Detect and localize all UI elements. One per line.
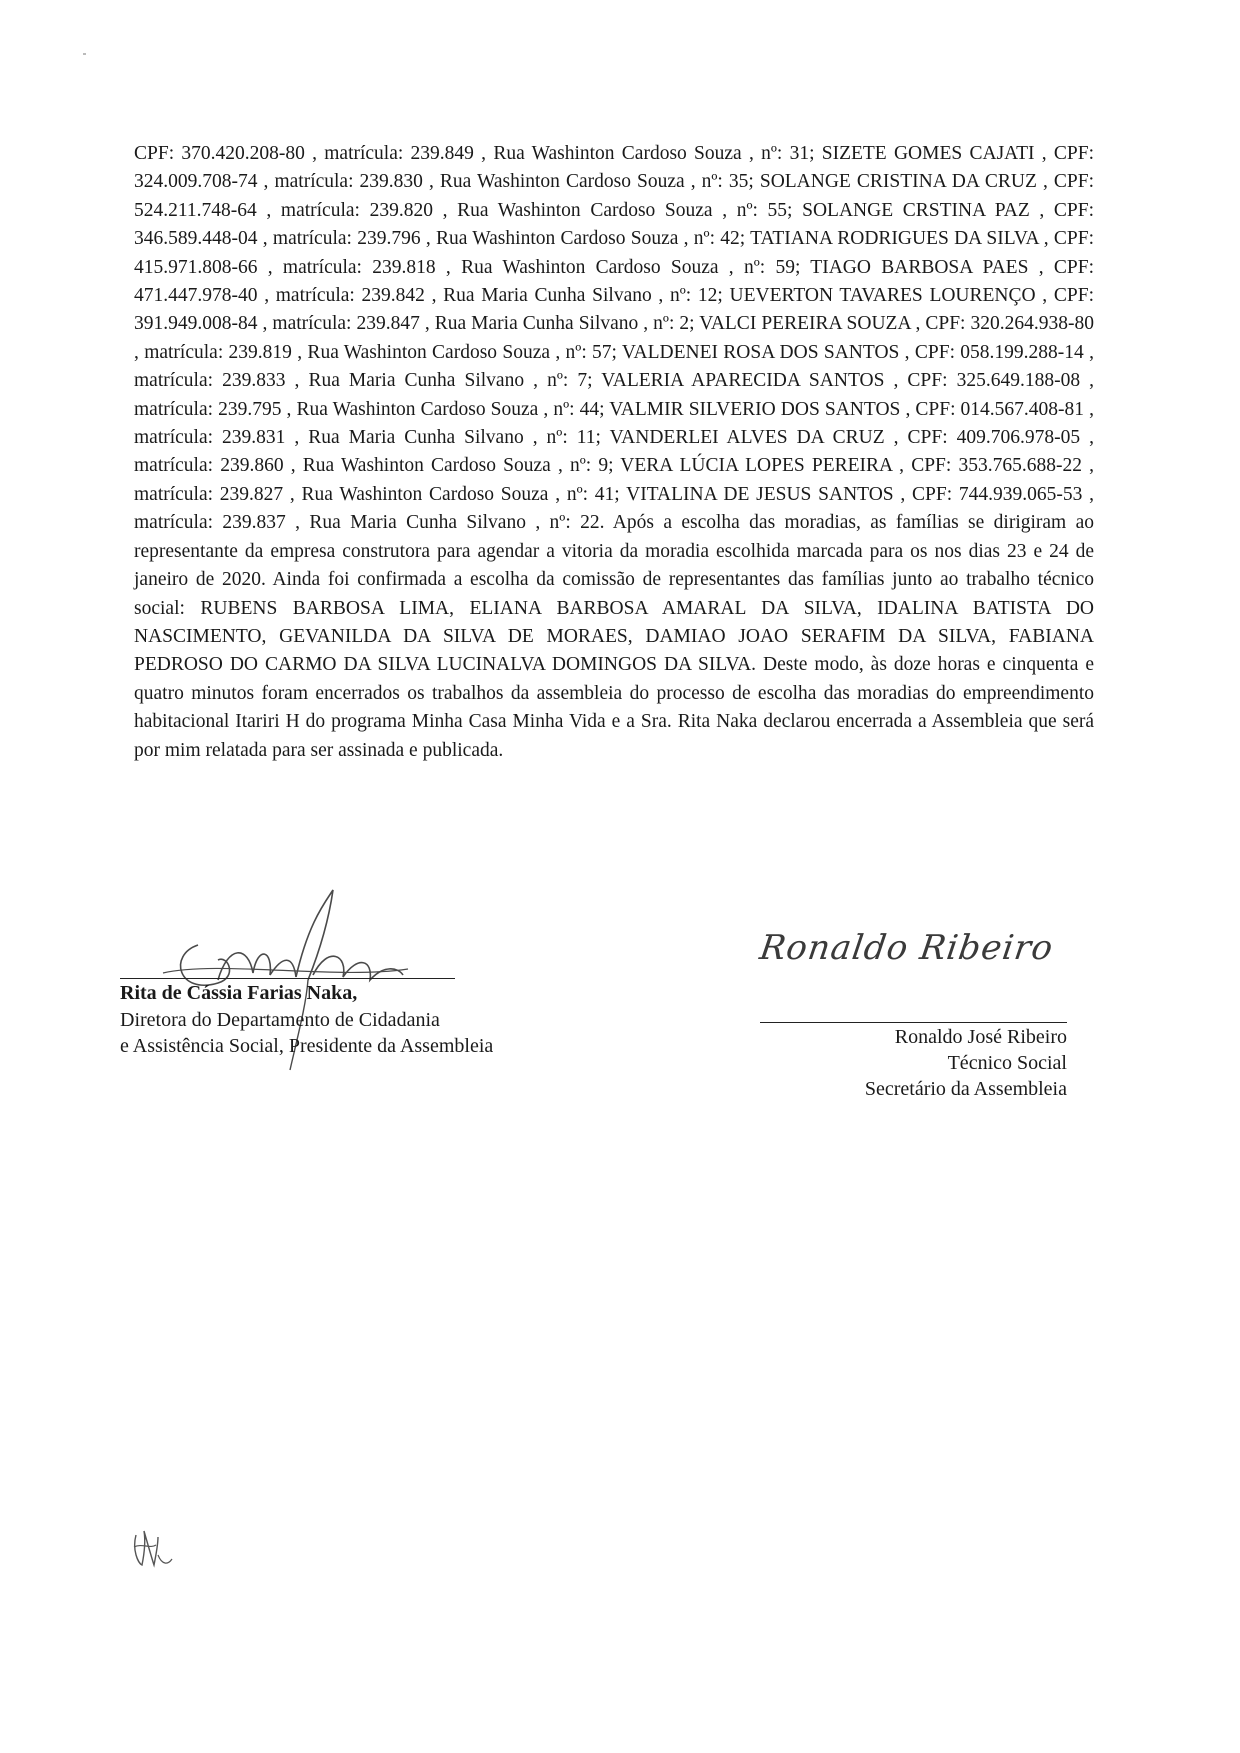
signer-role-left-line2: e Assistência Social, Presidente da Assembleia — [120, 1035, 494, 1057]
signer-name-right: Ronaldo José Ribeiro — [894, 1026, 1067, 1048]
initials-mark — [128, 1525, 178, 1570]
signature-block-right — [757, 920, 1080, 1120]
scan-speck — [83, 53, 86, 55]
signature-line-left — [120, 978, 455, 979]
handwritten-signature-right: Ronaldo Ribeiro — [757, 928, 1056, 968]
signature-line-right — [760, 1022, 1067, 1023]
body-paragraph: CPF: 370.420.208-80 , matrícula: 239.849 , Rua Washinton Cardoso Souza , nº: 31; SIZETE GOMES CAJATI , CPF: 324.009.708-74 , matrícula: 239.830 , Rua Washinton Cardoso Souza , nº: 35; SOLANGE CRISTINA DA CRUZ , CPF: 524.211.748-64 , matrícula: 239.820 , Rua Washinton Cardoso Souza , nº: 55; SOLANGE CRSTINA PAZ , CPF: 346.589.448-04 , matrícula: 239.796 , Rua Washinton Cardoso Souza , nº: 42; TATIANA RODRIGUES DA SILVA , CPF: 415.971.808-66 , matrícula: 239.818 , Rua Washinton Cardoso Souza , nº: 59; TIAGO BARBOSA PAES , CPF: 471.447.978-40 , matrícula: 239.842 , Rua Maria Cunha Silvano , nº: 12; UEVERTON TAVARES LOURENÇO , CPF: 391.949.008-84 , matrícula: 239.847 , Rua Maria Cunha Silvano , nº: 2; VALCI PEREIRA SOUZA , CPF: 320.264.938-80 , matrícula: 239.819 , Rua Washinton Cardoso Souza , nº: 57; VALDENEI ROSA DOS SANTOS , CPF: 058.199.288-14 , matrícula: 239.833 , Rua Maria Cunha Silvano , nº: 7; VALERIA APARECIDA SANTOS , CPF: 325.649.188-08 , matrícula: 239.795 , Rua Washinton Cardoso Souza , nº: 44; VALMIR SILVERIO DOS SANTOS , CPF: 014.567.408-81 , matrícula: 239.831 , Rua Maria Cunha Silvano , nº: 11; VANDERLEI ALVES DA CRUZ , CPF: 409.706.978-05 , matrícula: 239.860 , Rua Washinton Cardoso Souza , nº: 9; VERA LÚCIA LOPES PEREIRA , CPF: 353.765.688-22 , matrícula: 239.827 , Rua Washinton Cardoso Souza , nº: 41; VITALINA DE JESUS SANTOS , CPF: 744.939.065-53 , matrícula: 239.837 , Rua Maria Cunha Silvano , nº: 22. Após a escolha das moradias, as famílias se dirigiram ao representante da empresa construtora para agendar a vitoria da moradia escolhida marcada para os nos dias 23 e 24 de janeiro de 2020. Ainda foi confirmada a escolha da comissão de representantes das famílias junto ao trabalho técnico social: RUBENS BARBOSA LIMA, ELIANA BARBOSA AMARAL DA SILVA, IDALINA BATISTA DO NASCIMENTO, GEVANILDA DA SILVA DE MORAES, DAMIAO JOAO SERAFIM DA SILVA, FABIANA PEDROSO DO CARMO DA SILVA LUCINALVA DOMINGOS DA SILVA. Deste modo, às doze horas e cinquenta e quatro minutos foram encerrados os trabalhos da assembleia do processo de escolha das moradias do empreendimento habitacional Itariri H do programa Minha Casa Minha Vida e a Sra. Rita Naka declarou encerrada a Assembleia que será por mim relatada para ser assinada e publicada. — [134, 143, 1094, 761]
signer-role-right-line2: Secretário da Assembleia — [864, 1078, 1067, 1100]
signer-role-right-line1: Técnico Social — [947, 1052, 1067, 1074]
signer-name-left: Rita de Cássia Farias Naka, — [120, 982, 358, 1004]
signer-role-left-line1: Diretora do Departamento de Cidadania — [120, 1009, 440, 1031]
